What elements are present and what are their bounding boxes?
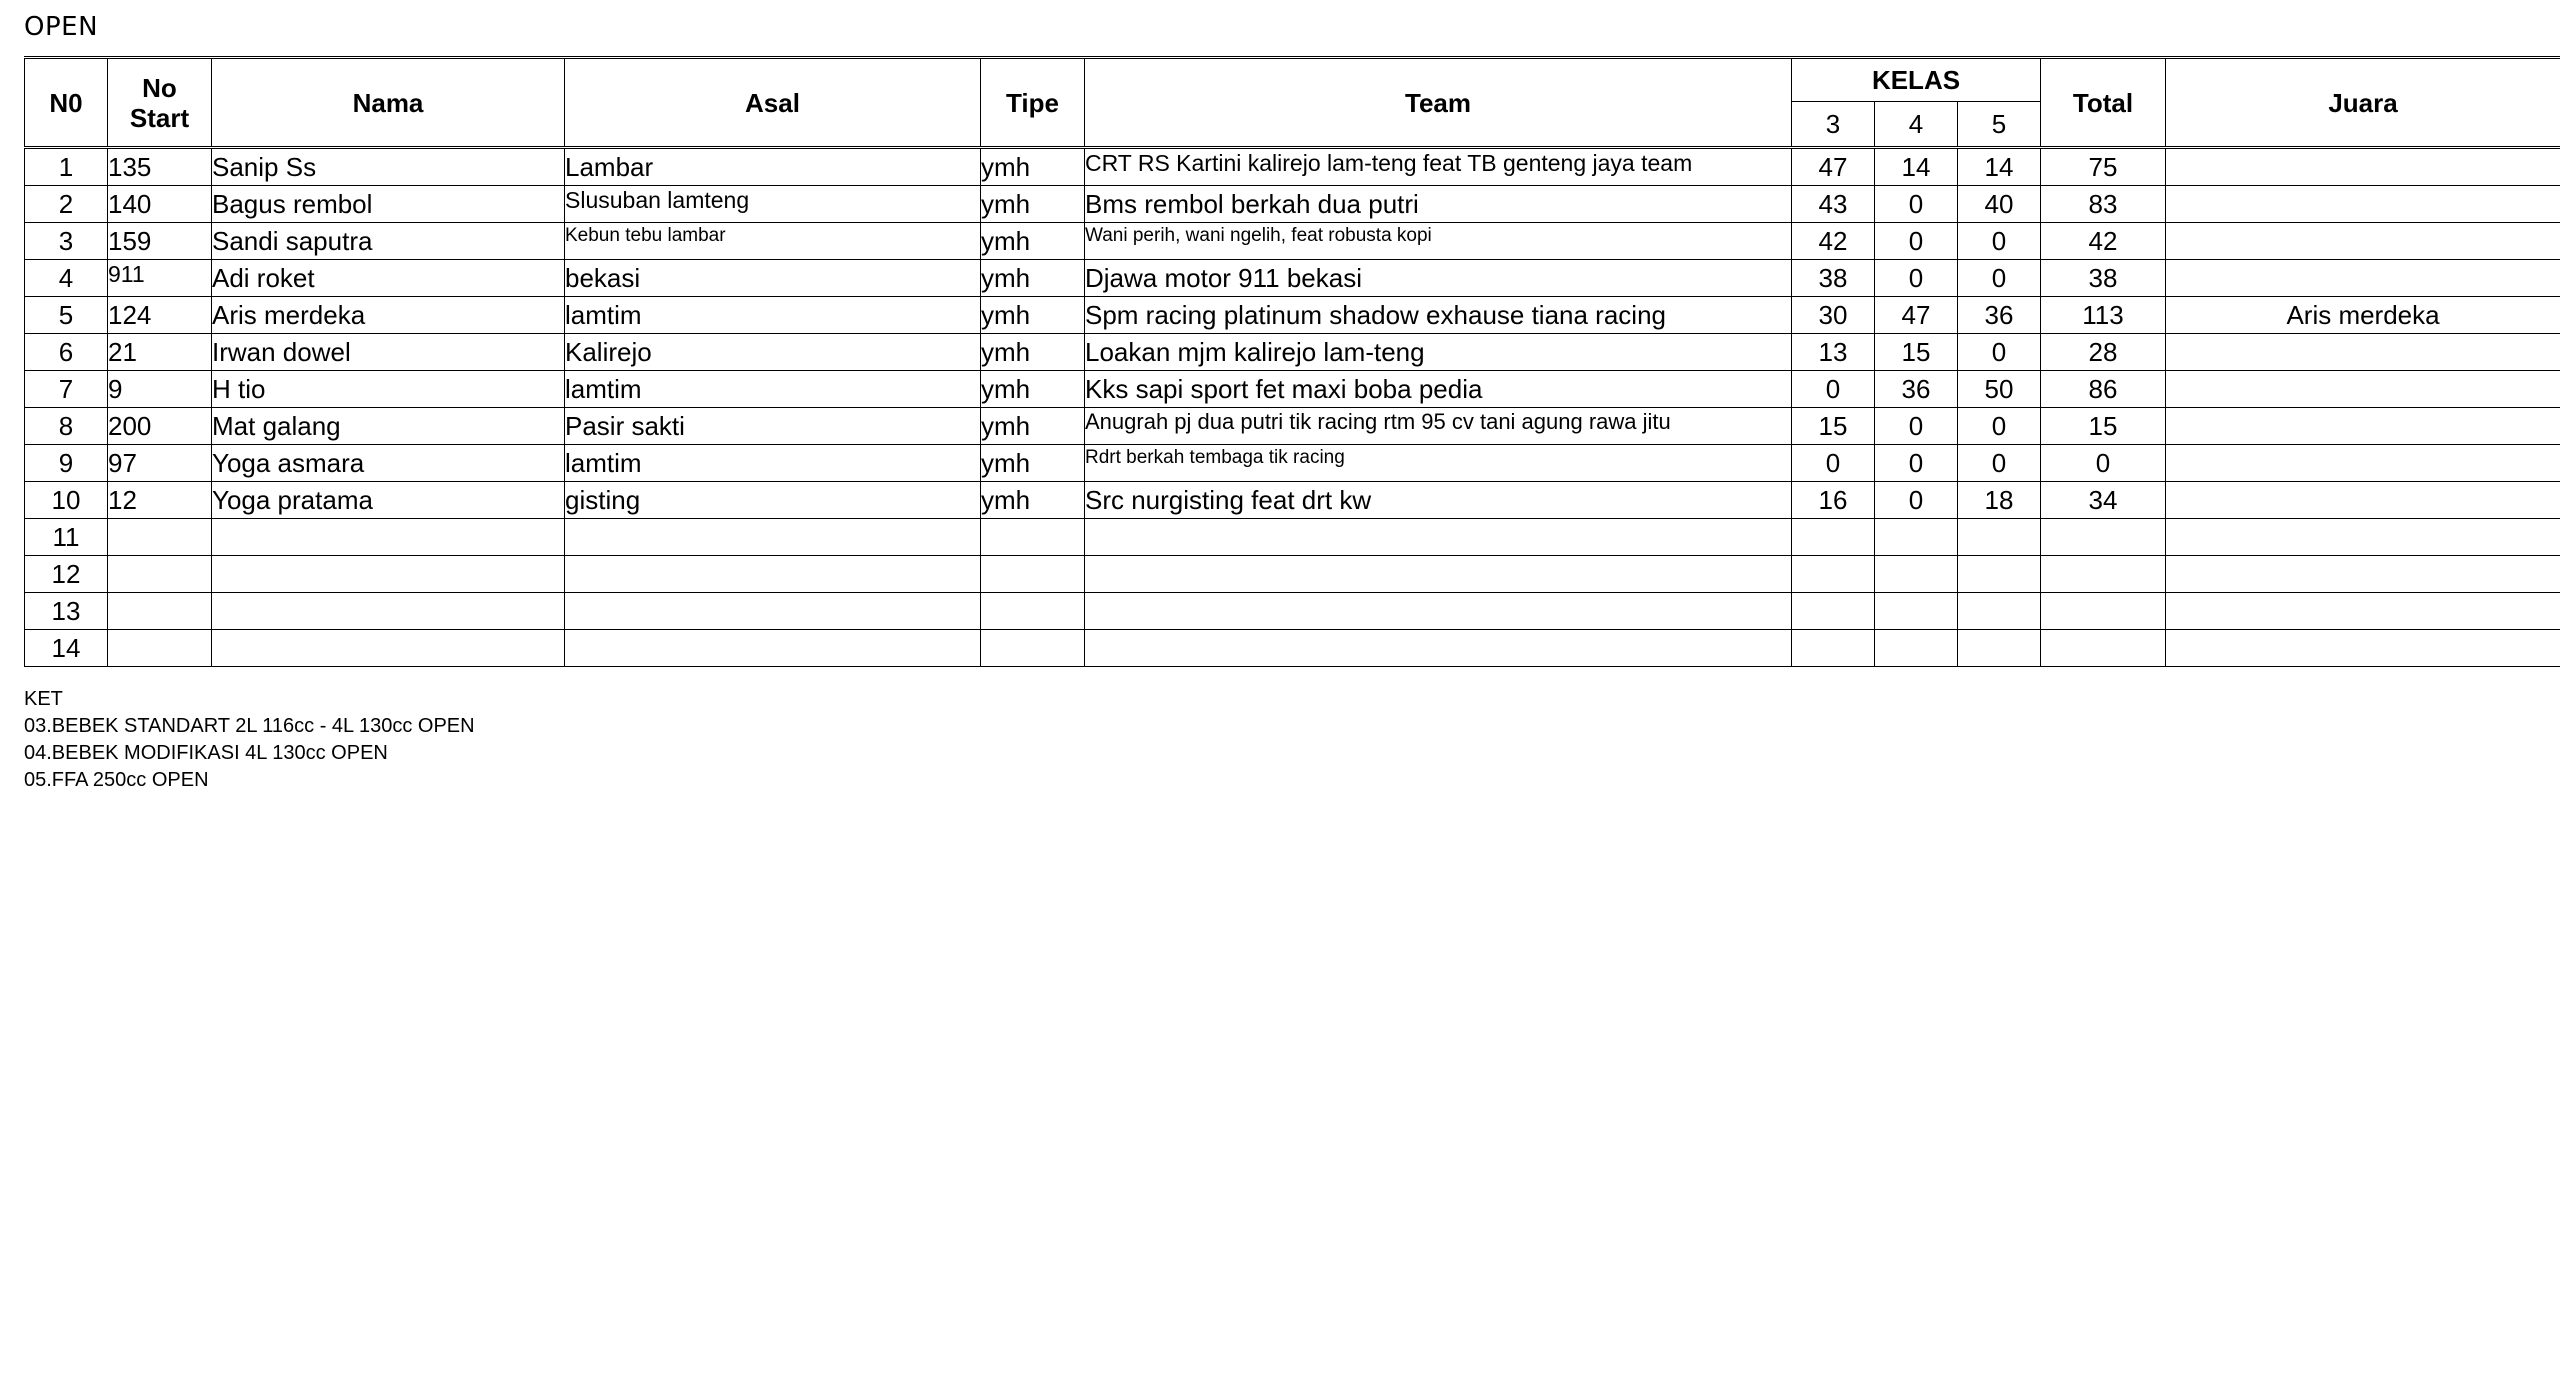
cell-asal: lamtim (565, 371, 981, 408)
cell-no: 1 (25, 148, 108, 186)
cell-kelas-5 (1958, 630, 2041, 667)
cell-start: 159 (108, 223, 212, 260)
cell-asal: Kalirejo (565, 334, 981, 371)
cell-nama (212, 630, 565, 667)
cell-kelas-3: 30 (1792, 297, 1875, 334)
cell-start (108, 593, 212, 630)
cell-nama: Aris merdeka (212, 297, 565, 334)
cell-asal (565, 630, 981, 667)
cell-start (108, 556, 212, 593)
cell-no: 2 (25, 186, 108, 223)
table-row (25, 445, 2560, 482)
cell-kelas-3: 16 (1792, 482, 1875, 519)
cell-kelas-3: 15 (1792, 408, 1875, 445)
cell-team: Src nurgisting feat drt kw (1085, 482, 1792, 519)
ket-line-03: 03.BEBEK STANDART 2L 116cc - 4L 130cc OPEN (24, 715, 475, 737)
cell-kelas-5: 0 (1958, 260, 2041, 297)
header-no: N0 (25, 58, 108, 148)
cell-team: Djawa motor 911 bekasi (1085, 260, 1792, 297)
cell-nama: H tio (212, 371, 565, 408)
cell-juara (2166, 186, 2560, 223)
cell-asal (565, 593, 981, 630)
cell-kelas-3: 0 (1792, 371, 1875, 408)
header-juara: Juara (2166, 58, 2560, 148)
cell-total: 83 (2041, 186, 2166, 223)
cell-kelas-5: 18 (1958, 482, 2041, 519)
cell-kelas-5 (1958, 593, 2041, 630)
cell-start: 124 (108, 297, 212, 334)
ket-notes (24, 686, 475, 794)
cell-total: 28 (2041, 334, 2166, 371)
cell-kelas-3: 43 (1792, 186, 1875, 223)
cell-tipe: ymh (981, 148, 1085, 186)
cell-juara (2166, 148, 2560, 186)
cell-kelas-4: 14 (1875, 148, 1958, 186)
cell-kelas-3: 38 (1792, 260, 1875, 297)
cell-tipe (981, 556, 1085, 593)
cell-juara (2166, 445, 2560, 482)
cell-start: 200 (108, 408, 212, 445)
cell-nama (212, 556, 565, 593)
cell-no: 11 (25, 519, 108, 556)
cell-kelas-5: 0 (1958, 334, 2041, 371)
cell-nama (212, 519, 565, 556)
ket-line-04: 04.BEBEK MODIFIKASI 4L 130cc OPEN (24, 742, 388, 764)
table-row (25, 593, 2560, 630)
cell-nama: Bagus rembol (212, 186, 565, 223)
cell-asal: Lambar (565, 148, 981, 186)
table-row (25, 186, 2560, 223)
cell-start: 135 (108, 148, 212, 186)
cell-juara (2166, 630, 2560, 667)
header-tipe: Tipe (981, 58, 1085, 148)
cell-tipe: ymh (981, 445, 1085, 482)
cell-start: 9 (108, 371, 212, 408)
cell-team: Spm racing platinum shadow exhause tiana racing (1085, 297, 1792, 334)
cell-kelas-3: 0 (1792, 445, 1875, 482)
cell-kelas-5 (1958, 519, 2041, 556)
cell-no: 14 (25, 630, 108, 667)
cell-asal: Kebun tebu lambar (565, 223, 981, 260)
header-nama: Nama (212, 58, 565, 148)
cell-team (1085, 519, 1792, 556)
header-kelas-3: 3 (1792, 102, 1875, 148)
cell-tipe: ymh (981, 408, 1085, 445)
cell-nama: Sanip Ss (212, 148, 565, 186)
cell-kelas-3: 42 (1792, 223, 1875, 260)
cell-juara (2166, 482, 2560, 519)
cell-no: 5 (25, 297, 108, 334)
cell-team: Kks sapi sport fet maxi boba pedia (1085, 371, 1792, 408)
cell-juara (2166, 371, 2560, 408)
cell-start: 911 (108, 260, 212, 297)
cell-tipe (981, 630, 1085, 667)
cell-kelas-5: 0 (1958, 408, 2041, 445)
cell-no: 7 (25, 371, 108, 408)
cell-total: 34 (2041, 482, 2166, 519)
cell-kelas-5: 0 (1958, 445, 2041, 482)
cell-total: 15 (2041, 408, 2166, 445)
table-row (25, 408, 2560, 445)
cell-team: Anugrah pj dua putri tik racing rtm 95 cv tani agung rawa jitu (1085, 408, 1792, 445)
cell-kelas-4 (1875, 630, 1958, 667)
cell-total: 113 (2041, 297, 2166, 334)
cell-asal: lamtim (565, 445, 981, 482)
cell-asal (565, 556, 981, 593)
cell-no: 8 (25, 408, 108, 445)
header-total: Total (2041, 58, 2166, 148)
table-row (25, 148, 2560, 186)
cell-juara (2166, 408, 2560, 445)
cell-juara (2166, 593, 2560, 630)
cell-kelas-5: 50 (1958, 371, 2041, 408)
cell-kelas-3 (1792, 593, 1875, 630)
cell-juara (2166, 223, 2560, 260)
cell-team (1085, 556, 1792, 593)
table-row (25, 297, 2560, 334)
cell-juara (2166, 556, 2560, 593)
cell-kelas-5 (1958, 556, 2041, 593)
cell-kelas-4: 0 (1875, 223, 1958, 260)
cell-tipe (981, 593, 1085, 630)
header-asal: Asal (565, 58, 981, 148)
cell-juara (2166, 334, 2560, 371)
cell-juara (2166, 519, 2560, 556)
cell-kelas-4: 47 (1875, 297, 1958, 334)
cell-no: 12 (25, 556, 108, 593)
cell-total: 86 (2041, 371, 2166, 408)
cell-kelas-5: 36 (1958, 297, 2041, 334)
header-no-start: No Start (108, 58, 212, 148)
header-kelas-5: 5 (1958, 102, 2041, 148)
cell-kelas-4 (1875, 519, 1958, 556)
table-row (25, 371, 2560, 408)
sheet-title: OPEN (24, 12, 99, 42)
cell-total: 42 (2041, 223, 2166, 260)
table-row (25, 556, 2560, 593)
cell-tipe: ymh (981, 186, 1085, 223)
cell-asal: gisting (565, 482, 981, 519)
cell-nama: Adi roket (212, 260, 565, 297)
cell-total: 38 (2041, 260, 2166, 297)
cell-asal (565, 519, 981, 556)
cell-kelas-4: 0 (1875, 186, 1958, 223)
cell-no: 3 (25, 223, 108, 260)
cell-juara: Aris merdeka (2166, 297, 2560, 334)
cell-start: 140 (108, 186, 212, 223)
cell-kelas-4: 36 (1875, 371, 1958, 408)
cell-team: Loakan mjm kalirejo lam-teng (1085, 334, 1792, 371)
cell-no: 6 (25, 334, 108, 371)
cell-team: CRT RS Kartini kalirejo lam-teng feat TB genteng jaya team (1085, 148, 1792, 186)
header-kelas: KELAS (1792, 58, 2041, 102)
cell-kelas-3: 47 (1792, 148, 1875, 186)
cell-tipe: ymh (981, 260, 1085, 297)
cell-asal: bekasi (565, 260, 981, 297)
ket-label: KET (24, 688, 63, 710)
cell-nama: Mat galang (212, 408, 565, 445)
table-row (25, 482, 2560, 519)
results-table (24, 56, 2560, 667)
cell-total: 75 (2041, 148, 2166, 186)
cell-asal: lamtim (565, 297, 981, 334)
table-row (25, 223, 2560, 260)
cell-team (1085, 630, 1792, 667)
header-kelas-4: 4 (1875, 102, 1958, 148)
cell-team: Rdrt berkah tembaga tik racing (1085, 445, 1792, 482)
cell-kelas-4: 0 (1875, 445, 1958, 482)
cell-tipe: ymh (981, 297, 1085, 334)
cell-nama: Yoga asmara (212, 445, 565, 482)
cell-total (2041, 593, 2166, 630)
cell-no: 10 (25, 482, 108, 519)
cell-kelas-4 (1875, 556, 1958, 593)
cell-juara (2166, 260, 2560, 297)
cell-no: 9 (25, 445, 108, 482)
cell-kelas-4: 0 (1875, 408, 1958, 445)
cell-kelas-3: 13 (1792, 334, 1875, 371)
cell-asal: Slusuban lamteng (565, 186, 981, 223)
table-row (25, 334, 2560, 371)
cell-team: Bms rembol berkah dua putri (1085, 186, 1792, 223)
cell-nama: Sandi saputra (212, 223, 565, 260)
cell-kelas-5: 0 (1958, 223, 2041, 260)
table-row (25, 519, 2560, 556)
cell-kelas-3 (1792, 630, 1875, 667)
cell-asal: Pasir sakti (565, 408, 981, 445)
cell-start: 97 (108, 445, 212, 482)
cell-start: 21 (108, 334, 212, 371)
cell-tipe: ymh (981, 223, 1085, 260)
cell-start (108, 519, 212, 556)
cell-no: 4 (25, 260, 108, 297)
cell-nama (212, 593, 565, 630)
table-row (25, 630, 2560, 667)
cell-tipe: ymh (981, 482, 1085, 519)
cell-start (108, 630, 212, 667)
cell-total (2041, 519, 2166, 556)
cell-kelas-5: 14 (1958, 148, 2041, 186)
cell-total (2041, 556, 2166, 593)
cell-team: Wani perih, wani ngelih, feat robusta kopi (1085, 223, 1792, 260)
header-team: Team (1085, 58, 1792, 148)
cell-kelas-4 (1875, 593, 1958, 630)
cell-tipe: ymh (981, 371, 1085, 408)
cell-total (2041, 630, 2166, 667)
cell-tipe (981, 519, 1085, 556)
ket-line-05: 05.FFA 250cc OPEN (24, 769, 209, 791)
cell-kelas-4: 0 (1875, 482, 1958, 519)
table-row (25, 260, 2560, 297)
cell-no: 13 (25, 593, 108, 630)
cell-total: 0 (2041, 445, 2166, 482)
cell-kelas-4: 15 (1875, 334, 1958, 371)
cell-kelas-4: 0 (1875, 260, 1958, 297)
cell-nama: Irwan dowel (212, 334, 565, 371)
cell-kelas-3 (1792, 556, 1875, 593)
cell-kelas-3 (1792, 519, 1875, 556)
cell-team (1085, 593, 1792, 630)
cell-tipe: ymh (981, 334, 1085, 371)
cell-start: 12 (108, 482, 212, 519)
cell-nama: Yoga pratama (212, 482, 565, 519)
cell-kelas-5: 40 (1958, 186, 2041, 223)
